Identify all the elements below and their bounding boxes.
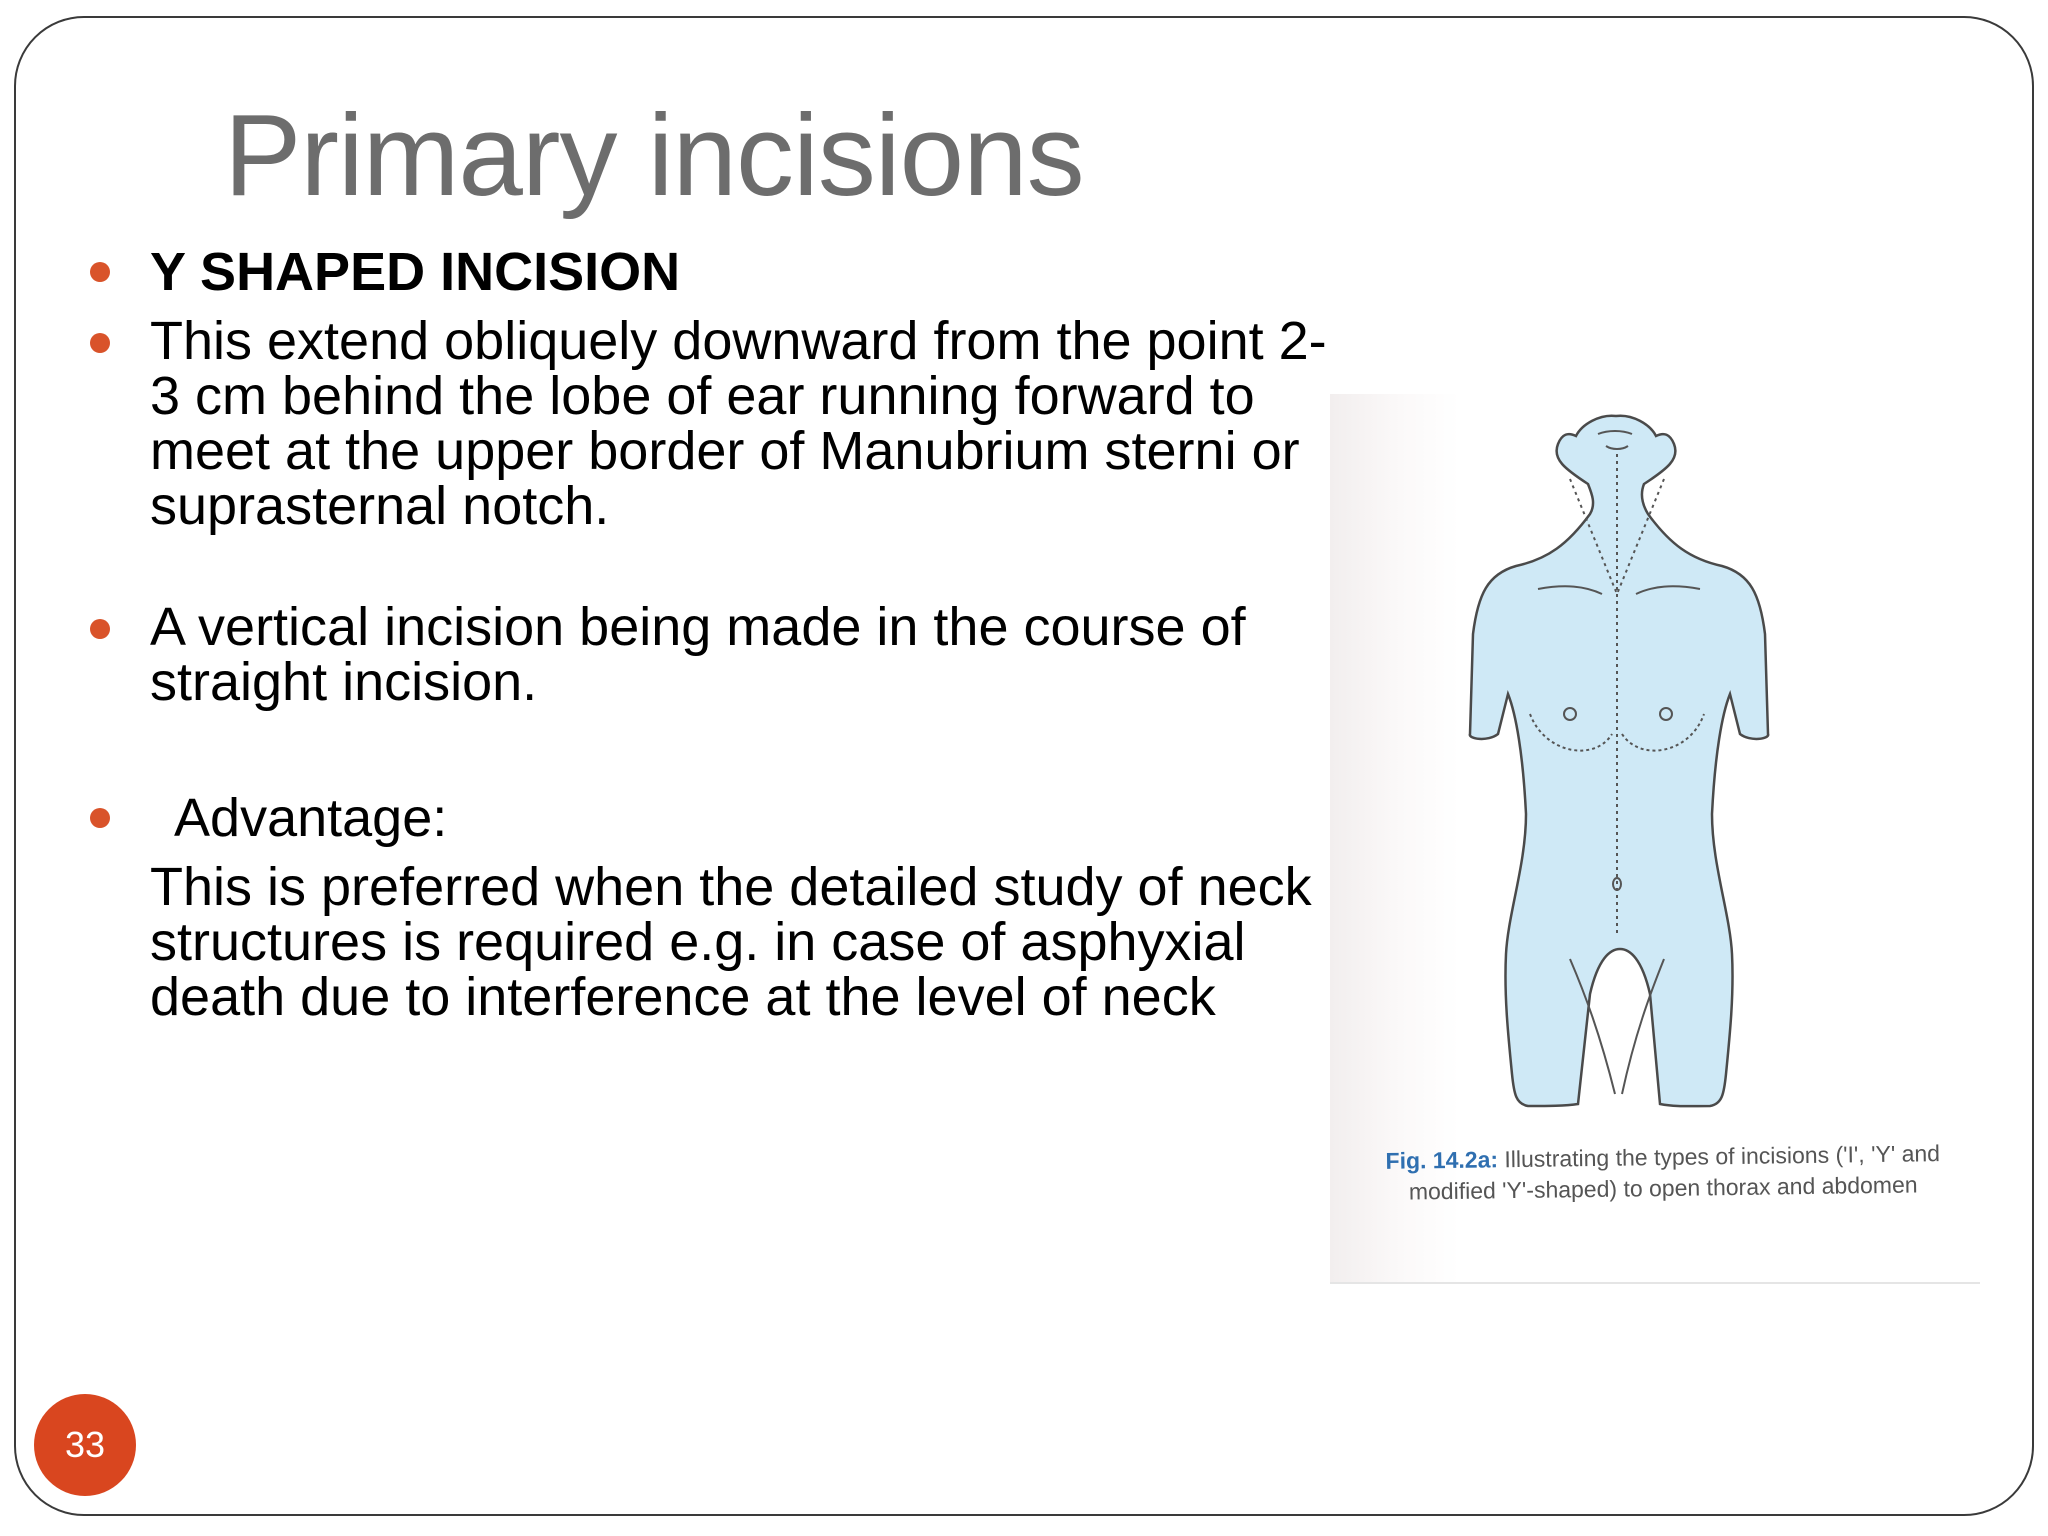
bullet-item [88,311,1338,536]
figure-caption [1358,1138,1969,1209]
page-number-badge: 33 [34,1394,136,1496]
bullet-text: A vertical incision being made in the course of straight incision. [150,597,1246,712]
bullet-item [88,788,1338,848]
bullet-item [88,597,1338,712]
bullet-dot-icon [90,333,110,353]
bullet-dot-icon [90,808,110,828]
figure-caption-text: Illustrating the types of incisions ('I', 'Y' and modified 'Y'-shaped) to open thorax and abdomen [1408,1140,1941,1205]
figure-caption-label: Fig. 14.2a: [1385,1146,1499,1174]
bullet-dot-icon [90,619,110,639]
bullet-text: This extend obliquely downward from the point 2-3 cm behind the lobe of ear running forward to meet at the upper border of Manubrium sterni or suprasternal notch. [150,311,1327,536]
bullet-subtext: This is preferred when the detailed study of neck structures is required e.g. in case of asphyxial death due to interference at the level of neck [150,857,1312,1027]
slide-content [88,240,1338,1025]
bullet-text: Advantage: [162,788,448,848]
slide-frame [14,16,2034,1516]
bullet-text: Y SHAPED INCISION [150,242,681,302]
incision-figure [1330,394,1980,1284]
bullet-dot-icon [90,262,110,282]
torso-silhouette [1470,416,1768,1106]
slide-title: Primary incisions [224,90,1084,220]
bullet-item [88,240,1338,304]
